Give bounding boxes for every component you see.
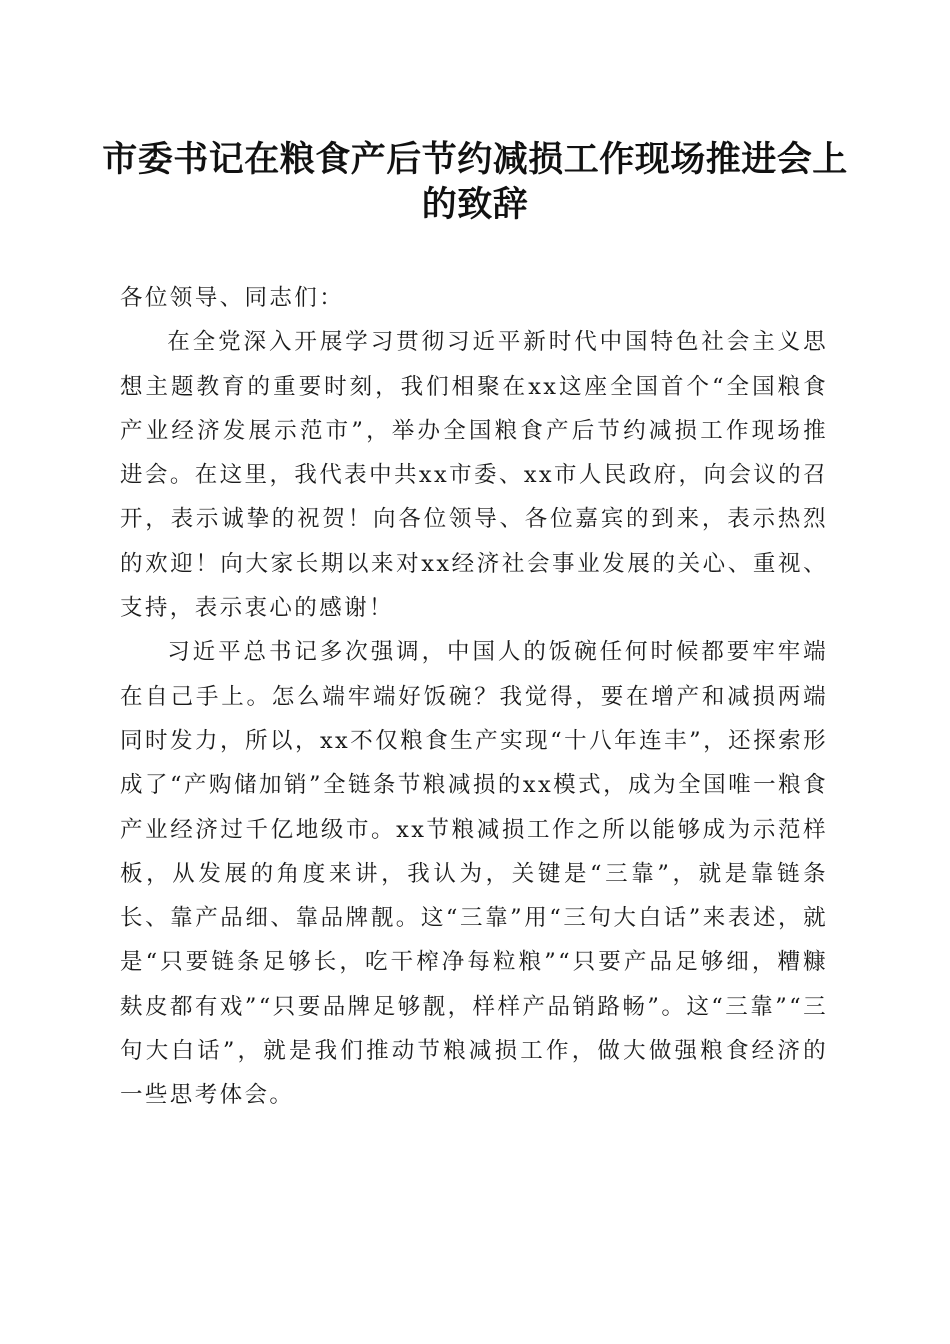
- paragraph-1: 在全党深入开展学习贯彻习近平新时代中国特色社会主义思想主题教育的重要时刻，我们相聚在xx这座全国首个“全国粮食产业经济发展示范市”，举办全国粮食产后节约减损工作现场推进会。在这里，我代表中共xx市委、xx市人民政府，向会议的召开，表示诚挚的祝贺！向各位领导、各位嘉宾的到来，表示热烈的欢迎！向大家长期以来对xx经济社会事业发展的关心、重视、支持，表示衷心的感谢！: [120, 329, 828, 622]
- document-title: 市委书记在粮食产后节约减损工作现场推进会上的致辞: [102, 139, 848, 225]
- document-body: [120, 276, 828, 1118]
- salutation: 各位领导、同志们：: [120, 285, 345, 311]
- paragraph-2: 习近平总书记多次强调，中国人的饭碗任何时候都要牢牢端在自己手上。怎么端牢端好饭碗？我觉得，要在增产和减损两端同时发力，所以，xx不仅粮食生产实现“十八年连丰”，还探索形成了“产购储加销”全链条节粮减损的xx模式，成为全国唯一粮食产业经济过千亿地级市。xx节粮减损工作之所以能够成为示范样板，从发展的角度来讲，我认为，关键是“三靠”，就是靠链条长、靠产品细、靠品牌靓。这“三靠”用“三句大白话”来表述，就是“只要链条足够长，吃干榨净每粒粮”“只要产品足够细，糟糠麸皮都有戏”“只要品牌足够靓，样样产品销路畅”。这“三靠”“三句大白话”，就是我们推动节粮减损工作，做大做强粮食经济的一些思考体会。: [120, 639, 828, 1109]
